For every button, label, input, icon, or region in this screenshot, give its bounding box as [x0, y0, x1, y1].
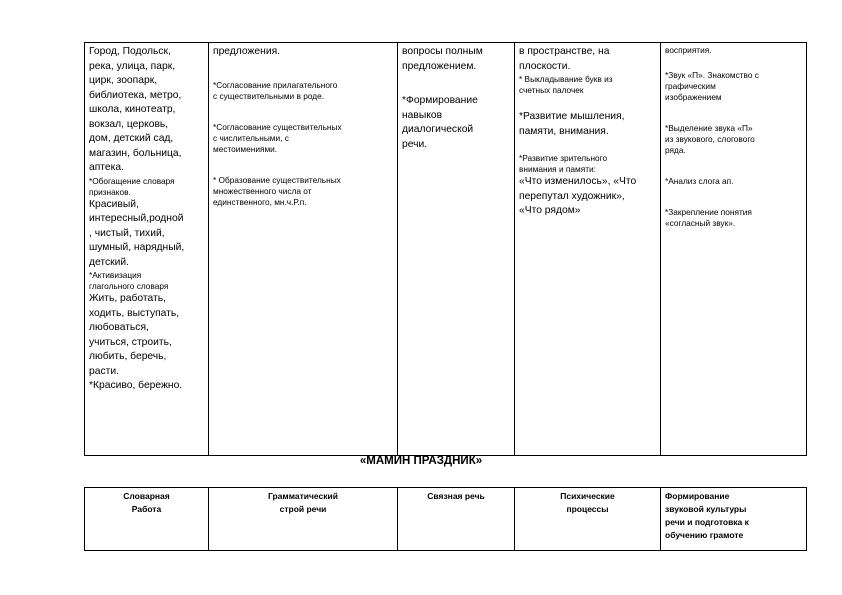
cell-text-line: *Развитие зрительного — [519, 153, 608, 163]
cell-text-line: *Звук «П». Знакомство с — [665, 70, 759, 80]
cell-text-line: признаков. — [89, 186, 131, 197]
top-table — [84, 42, 807, 456]
cell-vocabulary — [85, 43, 209, 456]
cell-text-line: из звукового, слогового — [665, 134, 755, 144]
header-table — [84, 487, 807, 551]
cell-text-line: внимания и памяти: — [519, 164, 596, 174]
cell-spacer — [665, 103, 802, 123]
cell-text-line: детский. — [89, 256, 130, 268]
cell-text-line: , чистый, тихий, — [89, 227, 165, 239]
cell-text-line: *Анализ слога ап. — [665, 176, 734, 186]
cell-text-line: восприятия. — [665, 45, 712, 55]
cell-text-line: Жить, работать, — [89, 293, 166, 304]
cell-text-line: *Формирование — [402, 95, 478, 106]
cell-mental-processes — [515, 43, 661, 456]
cell-text-line: школа, кинотеатр, — [89, 104, 176, 115]
cell-text-line: *Выделение звука «П» — [665, 123, 753, 133]
cell-text-line: с числительными, с — [213, 132, 289, 143]
cell-text-line: «Что изменилось», «Что — [519, 176, 637, 187]
cell-text-line: любить, беречь, — [89, 351, 167, 362]
cell-text-line: графическим — [665, 81, 716, 91]
cell-text-line: предложения. — [213, 46, 281, 57]
cell-text-line: счетных палочек — [519, 85, 584, 95]
header-text-line: речи и подготовка к — [665, 517, 749, 527]
cell-text-line: диалогической — [402, 124, 474, 135]
cell-text-line: в пространстве, на — [519, 46, 610, 57]
header-text-line: обучению грамоте — [665, 530, 744, 540]
header-text-line: Формирование — [665, 491, 730, 501]
cell-text-line: плоскости. — [519, 60, 571, 72]
cell-text-line: единственного, мн.ч.Р.п. — [213, 196, 307, 207]
cell-text-line: навыков — [402, 109, 443, 121]
cell-text-line: *Согласование существительных — [213, 121, 342, 132]
header-mental-processes — [515, 488, 661, 551]
cell-text-line: вокзал, церковь, — [89, 118, 169, 130]
cell-text-line: *Обогащение словаря — [89, 175, 175, 186]
cell-text-line: библиотека, метро, — [89, 89, 182, 101]
cell-text-line: изображением — [665, 92, 722, 102]
cell-text-line: местоимениями. — [213, 143, 278, 154]
header-text-line: Психические — [560, 491, 615, 501]
cell-text-line: шумный, нарядный, — [89, 242, 185, 253]
cell-spacer — [665, 56, 802, 70]
cell-text-line: множественного числа от — [213, 185, 312, 196]
header-text-line: строй речи — [279, 504, 327, 514]
header-text-line: Словарная — [123, 491, 170, 501]
cell-text-line: любоваться, — [89, 322, 149, 333]
cell-text-line: памяти, внимания. — [519, 125, 609, 137]
cell-text-line: ходить, выступать, — [89, 307, 180, 319]
cell-text-line: * Выкладывание букв из — [519, 74, 613, 84]
cell-text-line: цирк, зоопарк, — [89, 75, 158, 86]
cell-sound-culture — [661, 43, 807, 456]
cell-text-line: *Красиво, бережно. — [89, 380, 183, 391]
cell-spacer — [213, 102, 393, 122]
header-vocabulary — [85, 488, 209, 551]
cell-text-line: вопросы полным — [402, 46, 483, 57]
header-text-line: Связная речь — [427, 491, 485, 501]
section-title: «МАМИН ПРАЗДНИК» — [359, 455, 483, 467]
header-text-line: процессы — [566, 504, 609, 514]
cell-text-line: *Развитие мышления, — [519, 111, 625, 122]
header-text-line: Грамматический — [268, 491, 338, 501]
cell-spacer — [213, 155, 393, 175]
cell-text-line: аптека. — [89, 162, 124, 173]
cell-speech — [398, 43, 515, 456]
cell-text-line: *Согласование прилагательного — [213, 79, 338, 90]
cell-text-line: «Что рядом» — [519, 205, 581, 216]
cell-text-line: Красивый, — [89, 198, 139, 210]
header-sound-culture — [661, 488, 807, 551]
cell-text-line: интересный,родной — [89, 213, 184, 224]
table-header-row — [85, 488, 807, 551]
cell-text-line: перепутал художник», — [519, 190, 625, 202]
cell-spacer — [402, 74, 510, 94]
cell-grammar — [209, 43, 398, 456]
cell-spacer — [213, 60, 393, 80]
cell-text-line: * Образование существительных — [213, 174, 341, 185]
cell-text-line: дом, детский сад, — [89, 133, 174, 144]
cell-spacer — [665, 187, 802, 207]
cell-text-line: учиться, строить, — [89, 336, 172, 348]
header-text-line: звуковой культуры — [665, 504, 747, 514]
cell-text-line: магазин, больница, — [89, 147, 182, 159]
cell-text-line: с существительными в роде. — [213, 90, 325, 101]
cell-text-line: *Активизация — [89, 270, 142, 280]
cell-spacer — [665, 156, 802, 176]
cell-text-line: *Закрепление понятия — [665, 207, 752, 217]
cell-text-line: глагольного словаря — [89, 281, 169, 291]
header-grammar — [209, 488, 398, 551]
cell-spacer — [519, 139, 656, 153]
cell-text-line: ряда. — [665, 145, 686, 155]
header-text-line: Работа — [131, 504, 162, 514]
cell-text-line: предложением. — [402, 60, 477, 72]
cell-text-line: «согласный звук». — [665, 218, 736, 228]
cell-text-line: речи. — [402, 138, 428, 150]
cell-spacer — [519, 96, 656, 110]
cell-text-line: Город, Подольск, — [89, 46, 171, 57]
cell-text-line: расти. — [89, 365, 119, 377]
table-row — [85, 43, 807, 456]
header-connected-speech — [398, 488, 515, 551]
cell-text-line: река, улица, парк, — [89, 60, 176, 72]
